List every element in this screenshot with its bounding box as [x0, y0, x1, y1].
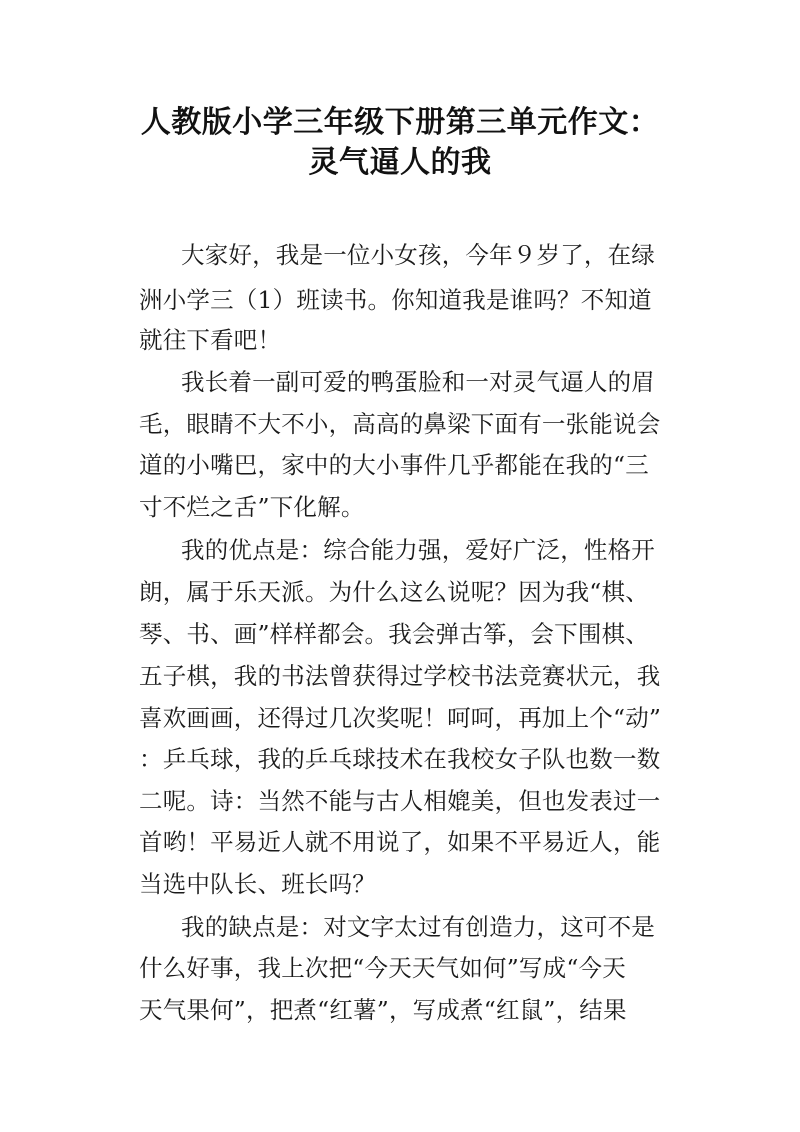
- paragraph-line: 我的优点是：综合能力强，爱好广泛，性格开: [181, 536, 655, 564]
- paragraph-line: 道的小嘴巴，家中的大小事件几乎都能在我的“三: [139, 451, 649, 479]
- paragraph-line: 寸不烂之舌”下化解。: [139, 493, 365, 521]
- paragraph-line: 毛，眼睛不大不小，高高的鼻梁下面有一张能说会: [139, 410, 661, 438]
- paragraph-line: 二呢。诗：当然不能与古人相媲美，但也发表过一: [139, 787, 661, 815]
- paragraph-line: 洲小学三（1）班读书。你知道我是谁吗？不知道: [139, 286, 652, 314]
- paragraph-line: ：乒乓球，我的乒乓球技术在我校女子队也数一数: [139, 745, 661, 773]
- document-title-line-1: 人教版小学三年级下册第三单元作文：: [140, 105, 660, 140]
- paragraph-line: 首哟！平易近人就不用说了，如果不平易近人，能: [139, 828, 661, 856]
- paragraph-line: 就往下看吧！: [139, 326, 282, 354]
- paragraph-line: 五子棋，我的书法曾获得过学校书法竞赛状元，我: [139, 662, 661, 690]
- paragraph-line: 天气果何”，把煮“红薯”，写成煮“红鼠”，结果: [139, 996, 627, 1024]
- paragraph-line: 什么好事，我上次把“今天天气如何”写成“今天: [139, 954, 626, 982]
- paragraph-line: 朗，属于乐天派。为什么这么说呢？因为我“棋、: [139, 578, 649, 606]
- paragraph-line: 喜欢画画，还得过几次奖呢！呵呵，再加上个“动”: [139, 704, 662, 732]
- paragraph-line: 我的缺点是：对文字太过有创造力，这可不是: [181, 913, 655, 941]
- paragraph-line: 琴、书、画”样样都会。我会弹古筝，会下围棋、: [139, 620, 649, 648]
- paragraph-line: 当选中队长、班长吗？: [139, 870, 376, 898]
- paragraph-line: 大家好，我是一位小女孩，今年９岁了，在绿: [181, 241, 655, 269]
- document-title-line-2: 灵气逼人的我: [308, 145, 492, 180]
- paragraph-line: 我长着一副可爱的鸭蛋脸和一对灵气逼人的眉: [181, 368, 655, 396]
